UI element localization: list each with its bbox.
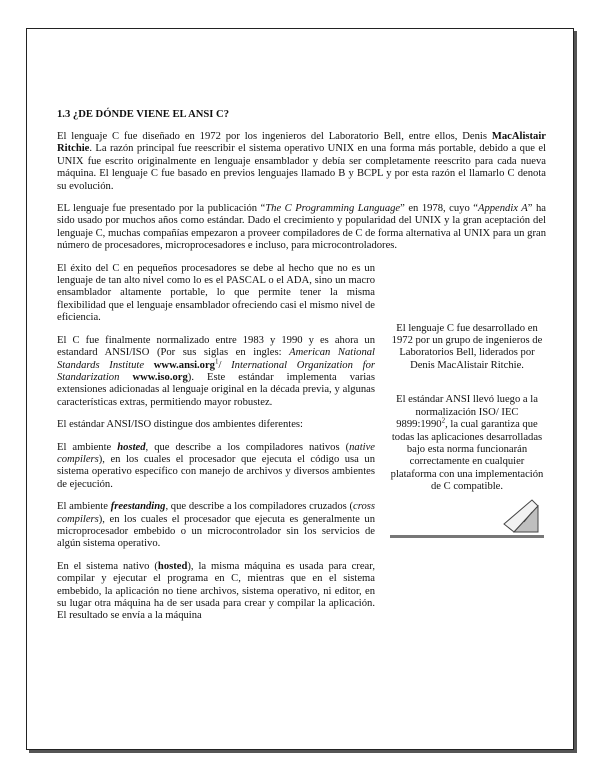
term-hosted-bold: hosted [157,560,188,572]
appendix-title: Appendix A [477,203,528,215]
text-run: ), en los cuales el procesador que ejecuta el código usa un sistema operativo específico con manejo de archivos y diversos ambientes de ejecución. [57,453,375,490]
text-run: El ambiente [57,501,111,513]
text-run: / [218,359,232,371]
footnote-marker: 1 [214,356,219,365]
book-title: The C Programming Language [265,203,401,215]
text-run: ), la misma máquina es usada para crear, compilar y ejecutar el programa en C, mientras que en el sistema embebido, la aplicación no tiene archivos, sistema operativo, ni editor, en su lugar otra máquina ha de ser usada para crear y compilar la aplicación. El resultado se envía a la máquina [57,560,375,622]
text-run: En el sistema nativo ( [57,560,158,572]
text-run: , que describe a los compiladores nativos ( [145,441,350,453]
text-run: , la cual garantiza que todas las aplicaciones desarrolladas bajo esta norma funcionarán correctamente en cualquier plataforma con una implementación de C compatible. [390,419,544,493]
sidebar-underline [390,535,544,538]
term-freestanding: freestanding [110,501,166,513]
iso-link: www.iso.org [132,371,188,383]
main-column [57,263,375,623]
text-run: , que describe a los compiladores cruzados ( [165,501,354,513]
term-native-compilers: native compilers [57,441,375,465]
footnote-marker: 2 [441,416,446,425]
sidebar-note-standard [390,394,544,493]
author-name: MacAlistair Ritchie [57,131,546,155]
text-run: EL lenguaje fue presentado por la publicación “ [57,203,266,215]
document-page [26,28,574,750]
text-run: ), en los cuales el procesador que ejecuta es generalmente un microprocesador embebido o un microcontrolador sin los servicios de algún sistema operativo. [57,513,375,550]
text-run: El ambiente [57,441,118,453]
ansi-full-name: American National Standards Institute [57,347,375,371]
section-title: 1.3 ¿DE DÓNDE VIENE EL ANSI C? [57,109,229,120]
paragraph-origin [57,131,546,193]
iso-full-name: International Organization for Standarization [57,359,375,383]
term-cross-compilers: cross compilers [57,501,375,525]
text-run: ” en 1978, cuyo “ [400,203,478,215]
paragraph-environments: El estándar ANSI/ISO distingue dos ambientes diferentes: [57,419,303,431]
page-curl-icon [502,498,540,534]
sidebar-notes [390,323,544,538]
text-run [144,360,154,371]
sidebar-footer [390,498,544,538]
text-run: . La razón principal fue reescribir el sistema operativo UNIX en una forma más portable, debido a que el UNIX fue escrito originalmente en lenguaje ensamblador y debía ser completamente reescrito para cada nueva máquina. El lenguaje C fue basado en previos lenguajes llamado B y BCPL y por esta razón el llamarlo C denota su evolución. [57,143,546,192]
term-hosted: hosted [117,441,146,453]
paragraph-publication [57,203,546,253]
text-run [119,372,132,383]
paragraph-success: El éxito del C en pequeños procesadores se debe al hecho que no es un lenguaje de tan alto nivel como lo es el PASCAL o el ADA, sino un macro ensamblador altamente portable, lo que permite tener la misma flexibilidad que el lenguaje ensamblador ofreciendo casi el mismo nivel de eficiencia. [57,262,375,324]
text-run: El estándar ANSI llevó luego a la normalización ISO/ IEC 9899:1990 [396,394,538,431]
paragraph-freestanding [57,501,375,551]
paragraph-hosted [57,442,375,492]
sidebar-note-origin: El lenguaje C fue desarrollado en 1972 por un grupo de ingenieros de Laboratorios Bell, liderados por Denis MacAlistair Ritchie. [391,322,543,371]
paragraph-native-system [57,561,375,623]
text-run: El lenguaje C fue diseñado en 1972 por los ingenieros del Laboratorio Bell, entre ellos, Denis [57,131,492,142]
text-run: El C fue finalmente normalizado entre 1983 y 1990 y es ahora un estandard ANSI/ISO (Por sus siglas en ingles: [57,334,375,359]
text-run: ” ha sido usado por muchos años como estándar. Dado el crecimiento y popularidad del UNIX y la gran aceptación del lenguaje C, muchas compañías empezaron a proveer compiladores de C de forma alternativa al UNIX para un gran número de procesadores, microprocesadores e incluso, para microcontroladores. [57,203,546,252]
page-content [57,109,546,633]
text-run: ). Este estándar implementa varias extensiones adicionadas al lenguaje original en la década previa, y algunas características extras, permitiendo mayor robustez. [57,371,376,408]
ansi-link: www.ansi.org [153,359,215,371]
two-column-section [57,263,546,623]
paragraph-standard [57,335,375,409]
